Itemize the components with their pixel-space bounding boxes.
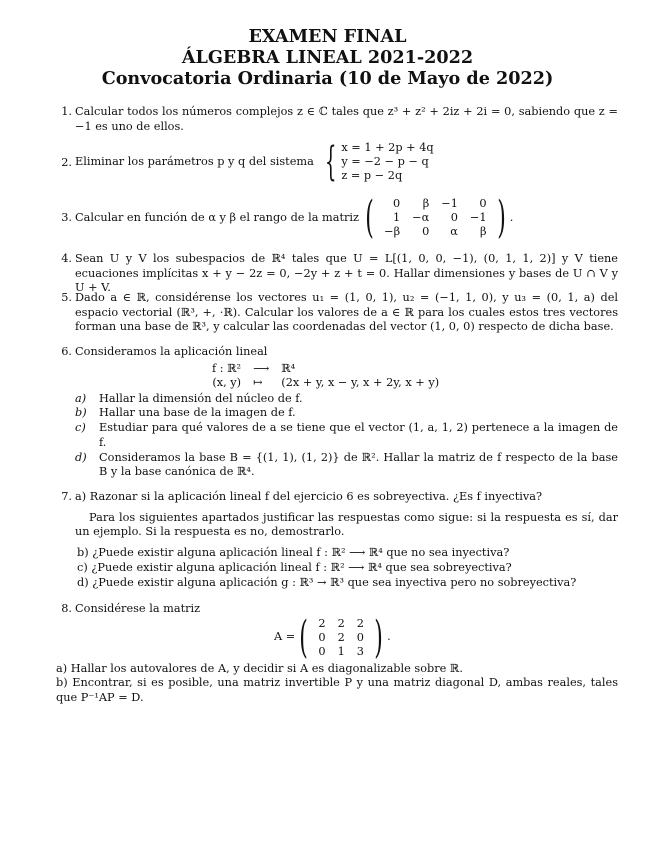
subitem: [75, 451, 618, 480]
subitem-text: Estudiar para qué valores de a se tiene que el vector (1, a, 1, 2) pertenece a la imagen de f.: [99, 421, 618, 449]
problem-number: 2.: [61, 156, 72, 169]
problem-text: Consideramos la aplicación lineal: [75, 345, 268, 358]
map-output: (2x + y, x − y, x + 2y, x + y): [281, 375, 440, 389]
problem-body: [75, 192, 618, 243]
right-paren: ): [496, 192, 506, 243]
subitem-label: c): [75, 421, 86, 435]
matrix-row: [378, 197, 492, 211]
map-row: [206, 376, 445, 390]
problem-instructions: Para los siguientes apartados justificar las respuestas como sigue: si la respuesta es sí, dar un ejemplo. Si la respuesta es no, demostrarlo.: [75, 510, 618, 539]
matrix-A: [312, 617, 370, 659]
matrix-entry: 1: [392, 211, 401, 224]
matrix-row: [312, 645, 370, 659]
problem-number: 8.: [61, 602, 72, 615]
problem-part-b: b) ¿Puede existir alguna aplicación lineal f : ℝ² ⟶ ℝ⁴ que no sea inyectiva?: [77, 546, 510, 560]
problem-part-b: b) Encontrar, si es posible, una matriz invertible P y una matriz diagonal D, ambas reales, tales que P⁻¹AP = D.: [56, 676, 618, 705]
problem-text: Calcular en función de α y β el rango de la matriz: [75, 210, 359, 224]
matrix-entry: −1: [469, 211, 487, 224]
problem-number: 3.: [61, 211, 72, 224]
matrix-period: .: [387, 630, 391, 644]
matrix-entry: β: [480, 225, 487, 238]
left-brace: {: [324, 139, 337, 185]
problem-part-c: c) ¿Puede existir alguna aplicación lineal f : ℝ² ⟶ ℝ⁴ que sea sobreyectiva?: [77, 560, 512, 574]
matrix-entry: 2: [356, 616, 364, 630]
problem-2: [56, 141, 618, 183]
matrix-entry: −α: [412, 211, 430, 224]
matrix-row: [378, 211, 492, 225]
problem-6: [56, 345, 618, 480]
matrix-entry: 2: [337, 616, 345, 630]
matrix-entry: 1: [337, 644, 345, 658]
matrix-entry: 0: [356, 630, 364, 644]
matrix-A-display: [274, 611, 618, 663]
matrix-entry: 0: [422, 225, 430, 238]
problem-text: Eliminar los parámetros p y q del sistema: [75, 155, 314, 169]
problem-text: Calcular todos los números complejos z ∈ ℂ tales que z³ + z² + 2iz + 2i = 0, sabiendo que z = −1 es uno de ellos.: [75, 105, 618, 133]
matrix-alpha-beta: [378, 197, 492, 239]
problem-8: [56, 602, 618, 706]
map-row: [206, 362, 445, 376]
problem-4: [56, 252, 618, 296]
exam-title: EXAMEN FINAL: [248, 26, 407, 47]
map-input: (x, y): [212, 375, 242, 389]
matrix-entry: −β: [384, 225, 401, 238]
subitem: [75, 406, 618, 421]
problem-number: 1.: [61, 105, 72, 118]
subitem-label: a): [75, 391, 87, 405]
problem-text: Considérese la matriz: [75, 602, 201, 615]
map-maps-to: ↦: [253, 375, 263, 389]
matrix-entry: 0: [392, 197, 401, 210]
subitem-label: b): [75, 406, 87, 420]
matrix-row: [312, 617, 370, 631]
matrix-entry: 2: [337, 630, 345, 644]
subitem: [75, 421, 618, 450]
left-paren: (: [299, 611, 309, 663]
problem-body: [75, 141, 618, 183]
matrix-entry: 0: [318, 630, 326, 644]
problem-number: 4.: [61, 252, 72, 265]
matrix-period: .: [509, 210, 514, 224]
left-paren: (: [365, 192, 374, 243]
right-paren: ): [374, 611, 383, 663]
subitem-text: Hallar la dimensión del núcleo de f.: [99, 391, 303, 405]
map-codomain: ℝ⁴: [281, 361, 296, 375]
exam-header: [0, 26, 655, 89]
equation-2: y = −2 − p − q: [341, 155, 429, 168]
subitem-text: Consideramos la base B = {(1, 1), (1, 2)} de ℝ². Hallar la matriz de f respecto de la base B y la base canónica de ℝ⁴.: [99, 450, 618, 479]
problem-part-a: a) Hallar los autovalores de A, y decidir si A es diagonalizable sobre ℝ.: [56, 661, 463, 675]
matrix-entry: α: [450, 225, 458, 238]
subitem: [75, 392, 618, 407]
subitem-text: Hallar una base de la imagen de f.: [99, 406, 296, 420]
problem-part-d: d) ¿Puede existir alguna aplicación g : ℝ³ → ℝ³ que sea inyectiva pero no sobreyectiva?: [77, 575, 577, 589]
problem-number: 5.: [61, 291, 72, 304]
matrix-row: [378, 225, 492, 239]
matrix-row: [312, 631, 370, 645]
problem-part-a: a) Razonar si la aplicación lineal f del ejercicio 6 es sobreyectiva. ¿Es f inyectiva?: [75, 490, 543, 503]
matrix-entry: 0: [318, 644, 326, 658]
equation-1: x = 1 + 2p + 4q: [341, 141, 434, 154]
matrix-entry: 3: [356, 644, 364, 658]
session-title: Convocatoria Ordinaria (10 de Mayo de 2022): [101, 68, 554, 89]
equation-system: [341, 141, 433, 183]
problem-5: [56, 291, 618, 335]
matrix-entry: 0: [450, 211, 458, 224]
problem-number: 7.: [61, 490, 72, 503]
problem-text: Dado a ∈ ℝ, considérense los vectores u₁ = (1, 0, 1), u₂ = (−1, 1, 0), y u₃ = (0, 1, a) del espacio vectorial (ℝ³, +, ·ℝ). Calcular los valores de a ∈ ℝ para los cuales estos tres vectores forman una base de ℝ³, y calcular las coordenadas del vector (1, 0, 0) respecto de dicha base.: [75, 291, 618, 334]
matrix-entry: 2: [318, 616, 326, 630]
subitem-label: d): [75, 450, 87, 464]
linear-map-definition: [206, 362, 445, 390]
matrix-entry: 0: [479, 197, 487, 210]
map-arrow: ⟶: [253, 361, 270, 375]
matrix-lhs: A =: [274, 630, 296, 644]
problem-7: [56, 490, 618, 590]
problem-3: [56, 192, 618, 243]
matrix-entry: −1: [441, 197, 458, 210]
course-title: ÁLGEBRA LINEAL 2021-2022: [181, 47, 474, 68]
equation-3: z = p − 2q: [341, 169, 403, 182]
problem-1: [56, 105, 618, 134]
problem-number: 6.: [61, 345, 72, 358]
matrix-entry: β: [422, 197, 430, 210]
problem-text: Sean U y V los subespacios de ℝ⁴ tales que U = L[(1, 0, 0, −1), (0, 1, 1, 2)] y V tiene ecuaciones implícitas x + y − 2z = 0, −2y + z + t = 0. Hallar dimensiones y bases de U ∩ V y U + V.: [75, 252, 618, 295]
map-domain: f : ℝ²: [212, 361, 242, 375]
subitems: [75, 392, 618, 480]
